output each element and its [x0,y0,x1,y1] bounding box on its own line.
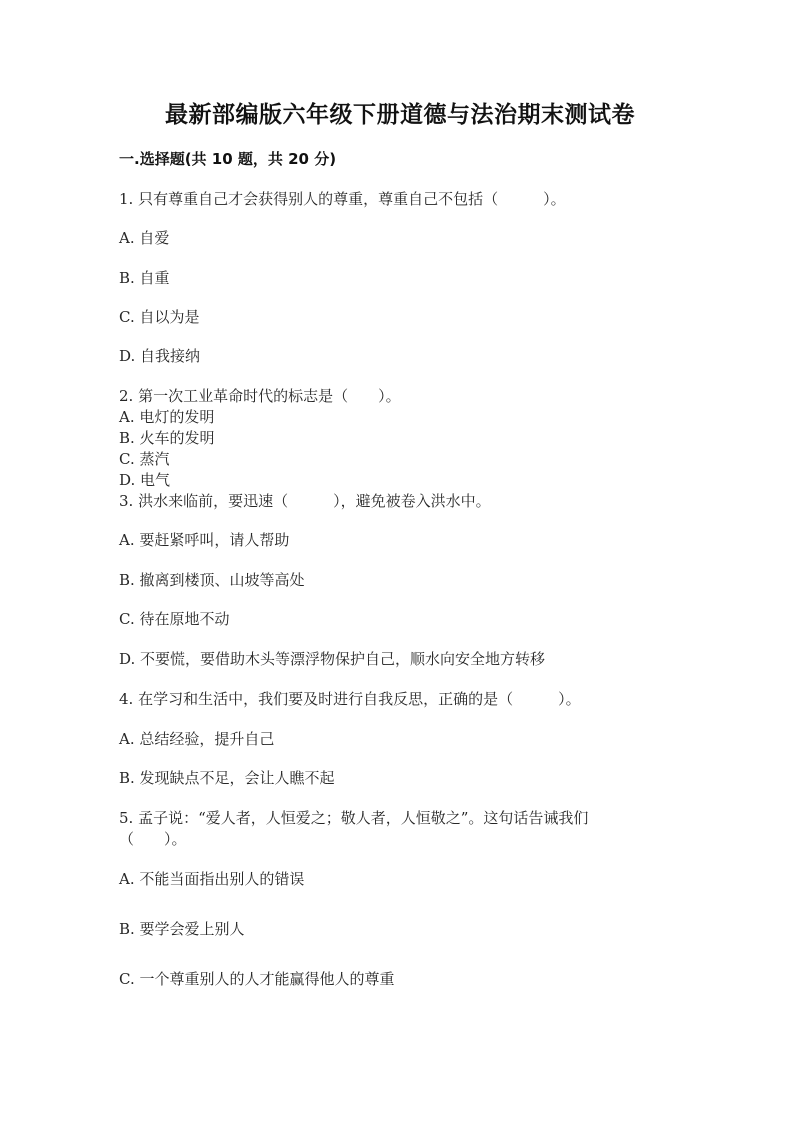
question-5-stem-continued: （ ）。 [119,830,187,848]
question-5-option-a: A. 不能当面指出别人的错误 [119,870,305,888]
question-3-option-b: B. 撤离到楼顶、山坡等高处 [119,571,305,589]
question-4-stem: 4. 在学习和生活中，我们要及时进行自我反思，正确的是（ ）。 [119,690,581,708]
section-heading: 一.选择题(共 10 题，共 20 分) [119,150,337,168]
question-3-option-d: D. 不要慌，要借助木头等漂浮物保护自己，顺水向安全地方转移 [119,650,546,668]
question-1-stem: 1. 只有尊重自己才会获得别人的尊重，尊重自己不包括（ ）。 [119,190,566,208]
question-1-option-c: C. 自以为是 [119,308,200,326]
question-2-option-a: A. 电灯的发明 [119,408,215,426]
question-1-option-d: D. 自我接纳 [119,347,201,365]
question-2-option-d: D. 电气 [119,471,171,489]
question-3-option-c: C. 待在原地不动 [119,610,230,628]
question-4-option-a: A. 总结经验，提升自己 [119,730,275,748]
question-1-option-a: A. 自爱 [119,229,170,247]
question-5-stem: 5. 孟子说：“爱人者，人恒爱之；敬人者，人恒敬之”。这句话告诫我们 [119,809,589,827]
question-2-stem: 2. 第一次工业革命时代的标志是（ ）。 [119,387,401,405]
question-4-option-b: B. 发现缺点不足，会让人瞧不起 [119,769,335,787]
question-2-option-b: B. 火车的发明 [119,429,215,447]
question-3-stem: 3. 洪水来临前，要迅速（ ），避免被卷入洪水中。 [119,492,491,510]
question-5-option-c: C. 一个尊重别人的人才能赢得他人的尊重 [119,970,395,988]
question-1-option-b: B. 自重 [119,269,170,287]
question-2-option-c: C. 蒸汽 [119,450,170,468]
exam-title: 最新部编版六年级下册道德与法治期末测试卷 [165,102,635,128]
question-5-option-b: B. 要学会爱上别人 [119,920,245,938]
question-3-option-a: A. 要赶紧呼叫，请人帮助 [119,531,290,549]
